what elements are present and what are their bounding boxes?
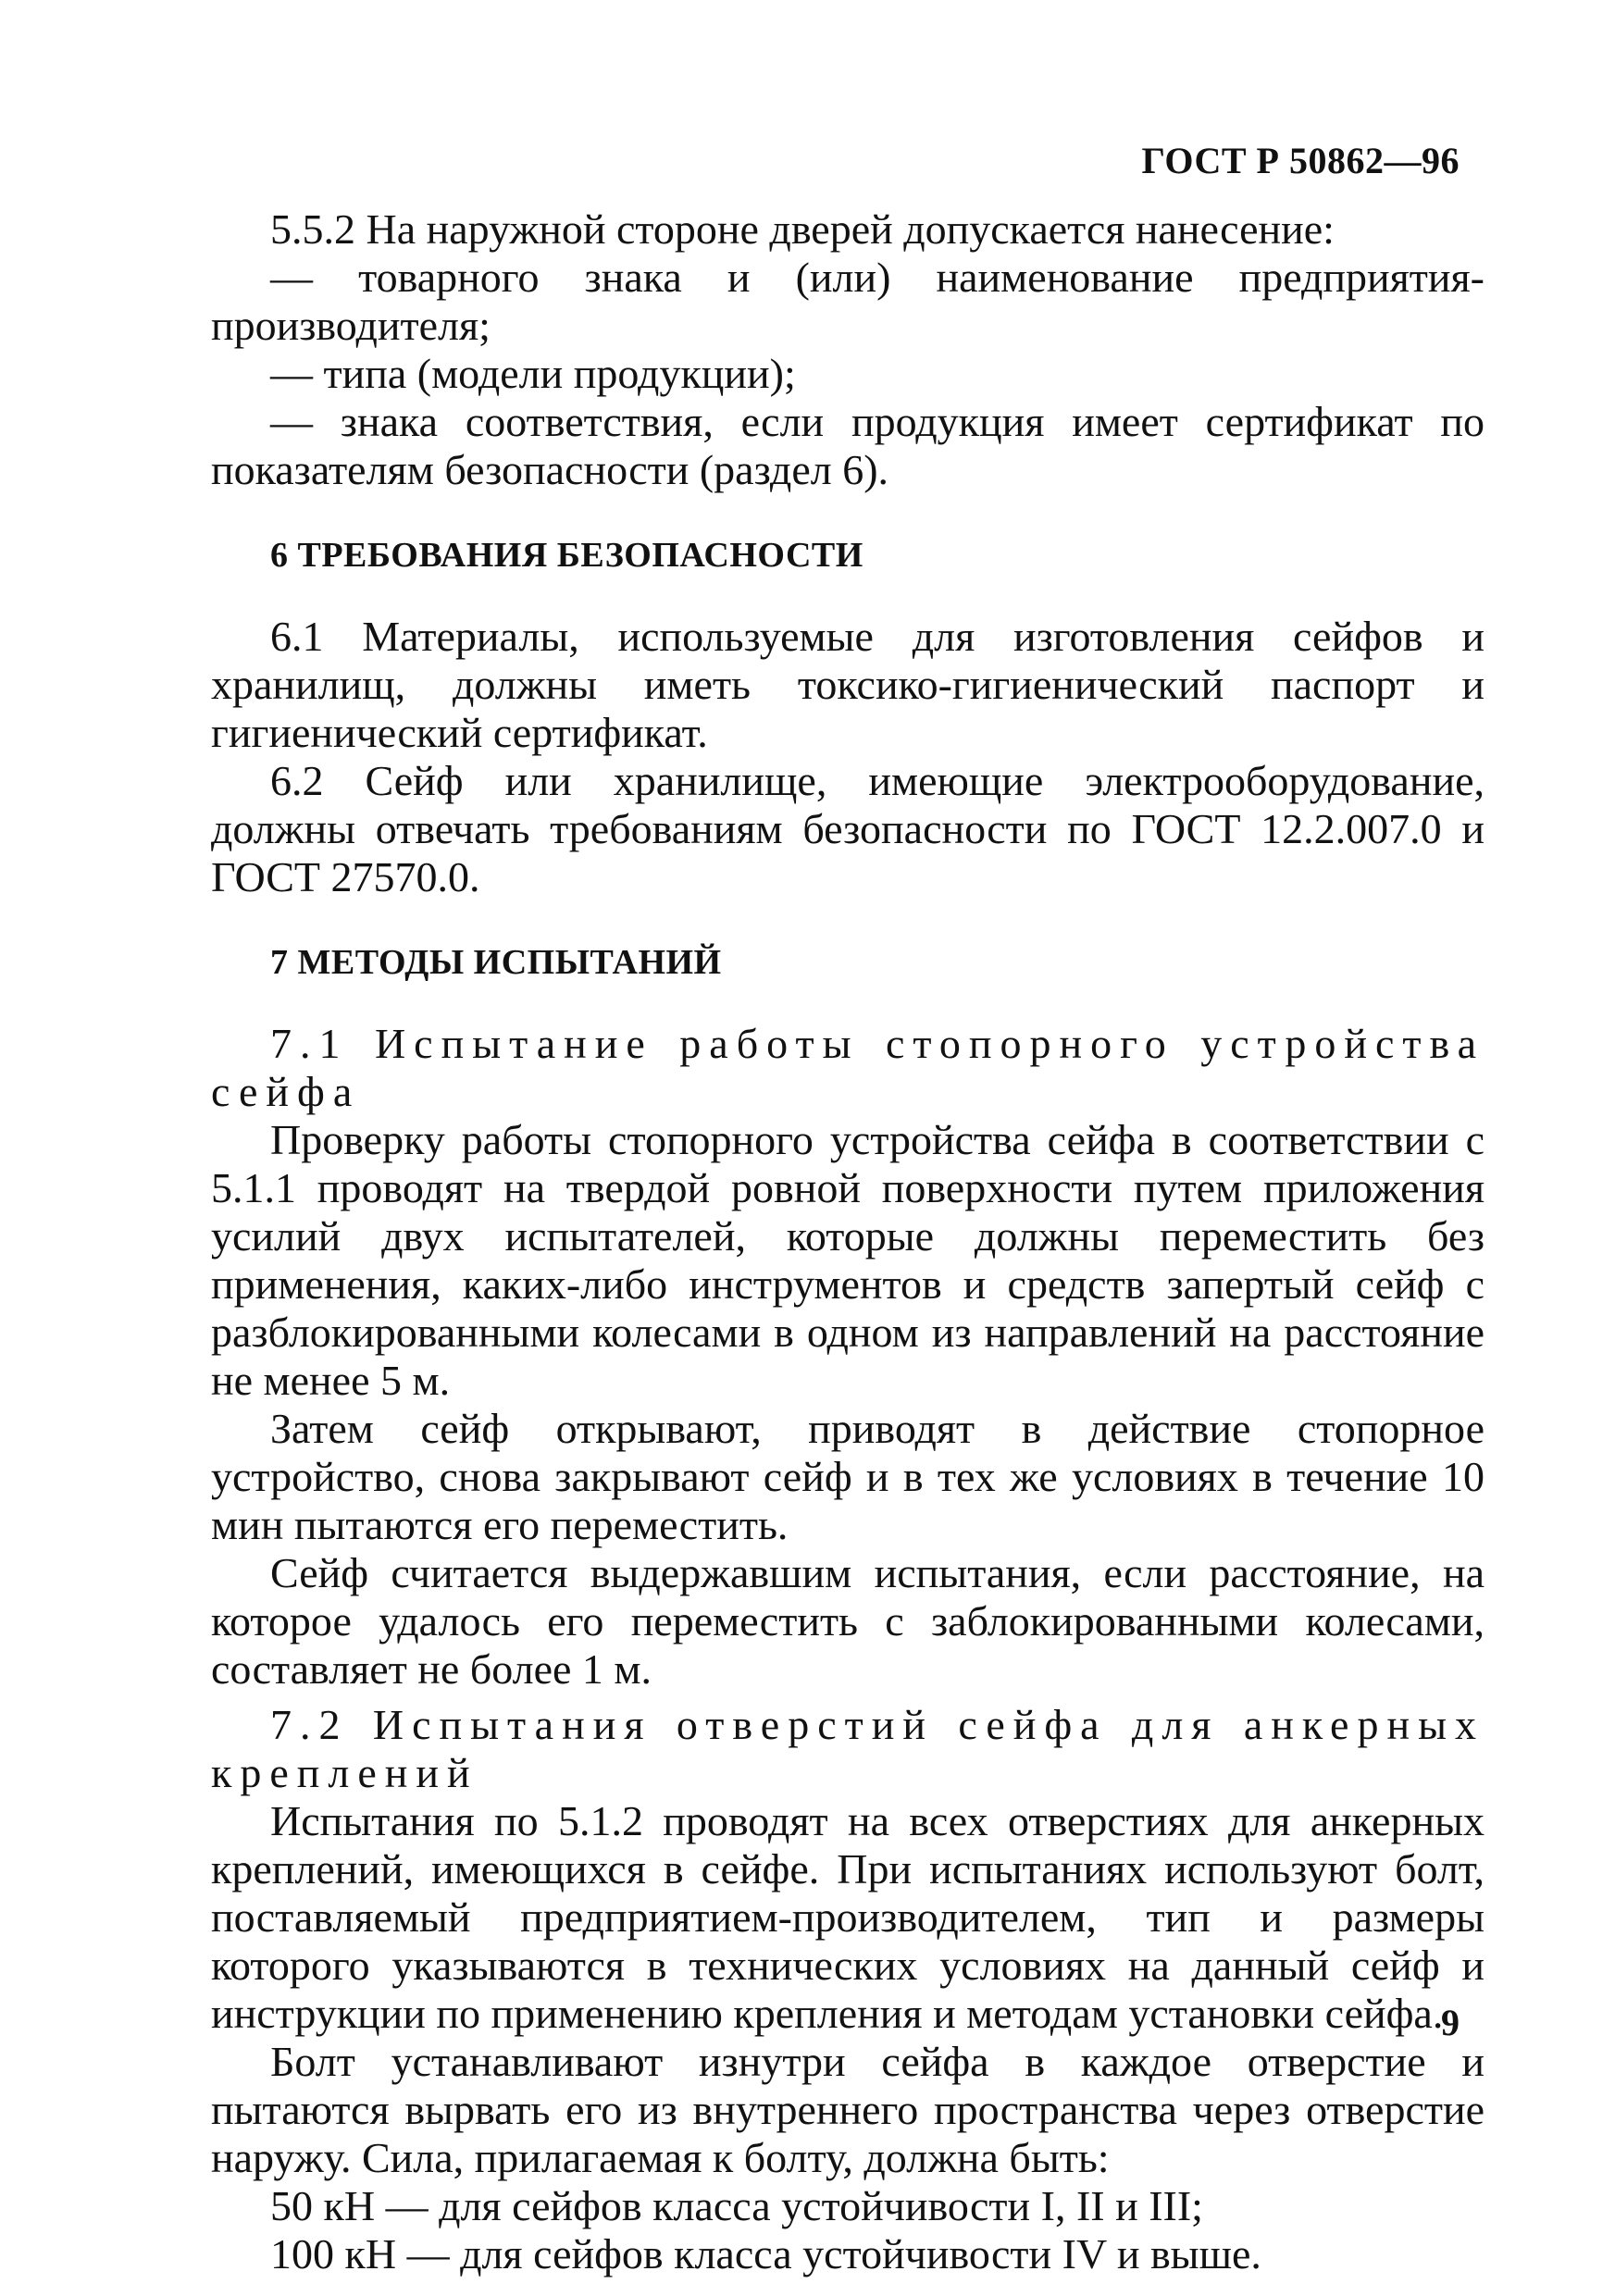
paragraph-7-2-2: Болт устанавливают изнутри сейфа в каждое отверстие и пытаются вырвать его из внутреннего пространства через отверстие наружу. Сила, прилагаемая к болту, должна быть:: [211, 2038, 1485, 2181]
document-body: [211, 205, 1485, 2278]
paragraph-6-1: 6.1 Материалы, используемые для изготовления сейфов и хранилищ, должны иметь токсико-гигиенический паспорт и гигиенический сертификат.: [211, 613, 1485, 756]
section-6-heading: 6 ТРЕБОВАНИЯ БЕЗОПАСНОСТИ: [270, 536, 863, 575]
paragraph-7-2-1: Испытания по 5.1.2 проводят на всех отверстиях для анкерных креплений, имеющихся в сейфе. При испытаниях используют болт, поставляемый предприятием-производителем, тип и размеры которого указываются в технических условиях на данный сейф и инструкции по применению крепления и методам установки сейфа.: [211, 1797, 1485, 2037]
page-number: 9: [1441, 2002, 1460, 2043]
subsection-7-1-title: 7.1 Испытание работы стопорного устройства сейфа: [211, 1020, 1485, 1115]
subsection-7-2-title: 7.2 Испытания отверстий сейфа для анкерных креплений: [211, 1701, 1485, 1796]
paragraph-7-1-1: Проверку работы стопорного устройства сейфа в соответствии с 5.1.1 проводят на твердой ровной поверхности путем приложения усилий двух испытателей, которые должны переместить без применения, каких-либо инструментов и средств запертый сейф с разблокированными колесами в одном из направлений на расстояние не менее 5 м.: [211, 1116, 1485, 1404]
paragraph-7-1-2: Затем сейф открывают, приводят в действие стопорное устройство, снова закрывают сейф и в тех же условиях в течение 10 мин пытаются его переместить.: [211, 1405, 1485, 1548]
paragraph-5-5-2-intro: 5.5.2 На наружной стороне дверей допускается нанесение:: [270, 205, 1335, 253]
paragraph-5-5-2-item-1: — товарного знака и (или) наименование предприятия-производителя;: [211, 254, 1485, 349]
paragraph-5-5-2-item-3: — знака соответствия, если продукция имеет сертификат по показателям безопасности (раздел 6).: [211, 398, 1485, 493]
document-header: ГОСТ Р 50862—96: [1141, 140, 1460, 181]
paragraph-6-2: 6.2 Сейф или хранилище, имеющие электрооборудование, должны отвечать требованиям безопасности по ГОСТ 12.2.007.0 и ГОСТ 27570.0.: [211, 757, 1485, 900]
section-7-heading: 7 МЕТОДЫ ИСПЫТАНИЙ: [270, 943, 722, 982]
paragraph-7-1-3: Сейф считается выдержавшим испытания, если расстояние, на которое удалось его переместить с заблокированными колесами, составляет не более 1 м.: [211, 1549, 1485, 1693]
paragraph-5-5-2-item-2: — типа (модели продукции);: [270, 350, 796, 397]
paragraph-7-2-4: 100 кН — для сейфов класса устойчивости IV и выше.: [270, 2230, 1261, 2277]
paragraph-7-2-3: 50 кН — для сейфов класса устойчивости I, II и III;: [270, 2182, 1203, 2229]
